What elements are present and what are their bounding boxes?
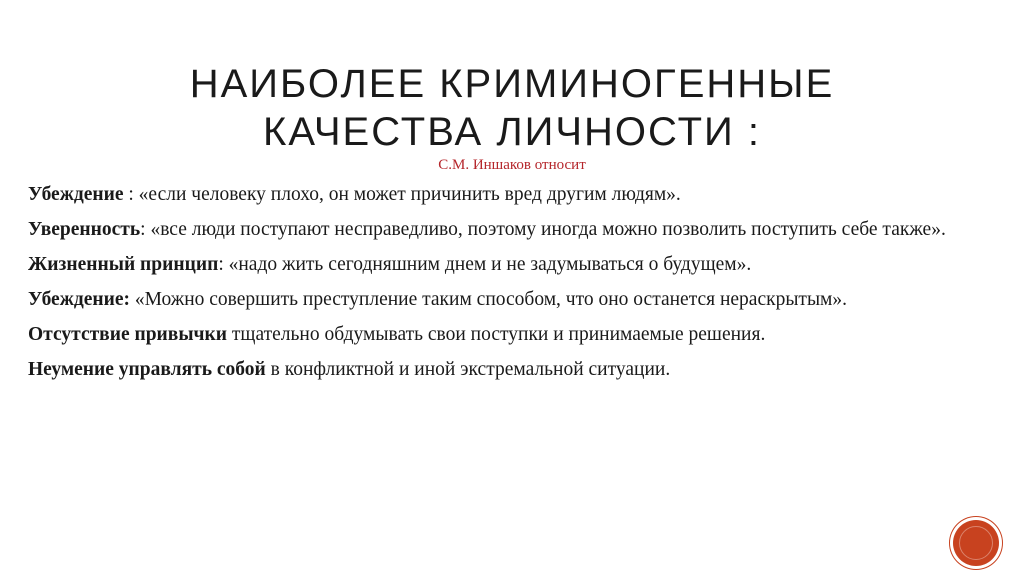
item-text: : «все люди поступают несправедливо, поэтому иногда можно позволить поступить себе также». <box>140 219 946 240</box>
item-text: в конфликтной и иной экстремальной ситуации. <box>265 359 671 380</box>
item-term: Неумение управлять собой <box>28 359 266 380</box>
list-item <box>28 356 958 383</box>
list-item <box>28 216 958 243</box>
item-term: Жизненный принцип <box>28 254 219 275</box>
item-text: тщательно обдумывать свои поступки и принимаемые решения. <box>227 324 766 345</box>
slide-subtitle: С.М. Иншаков относит <box>438 157 586 173</box>
slide-title-line-2: КАЧЕСТВА ЛИЧНОСТИ : <box>263 110 761 154</box>
list-item <box>28 286 958 313</box>
item-term: Убеждение: <box>28 289 130 310</box>
slide-title-line-1: НАИБОЛЕЕ КРИМИНОГЕННЫЕ <box>189 62 835 106</box>
item-term: Убеждение <box>28 184 124 205</box>
list-item <box>28 181 958 208</box>
item-text: : «надо жить сегодняшним днем и не задумываться о будущем». <box>218 254 752 275</box>
content-list <box>28 181 958 391</box>
item-term: Отсутствие привычки <box>28 324 228 345</box>
list-item <box>28 321 958 348</box>
item-text: «Можно совершить преступление таким способом, что оно останется нераскрытым». <box>130 289 848 310</box>
badge-ring <box>959 526 993 560</box>
slide-title <box>60 60 964 156</box>
slide-number-badge <box>953 520 999 566</box>
item-text: : «если человеку плохо, он может причинить вред другим людям». <box>123 184 681 205</box>
item-term: Уверенность <box>28 219 141 240</box>
list-item <box>28 251 958 278</box>
